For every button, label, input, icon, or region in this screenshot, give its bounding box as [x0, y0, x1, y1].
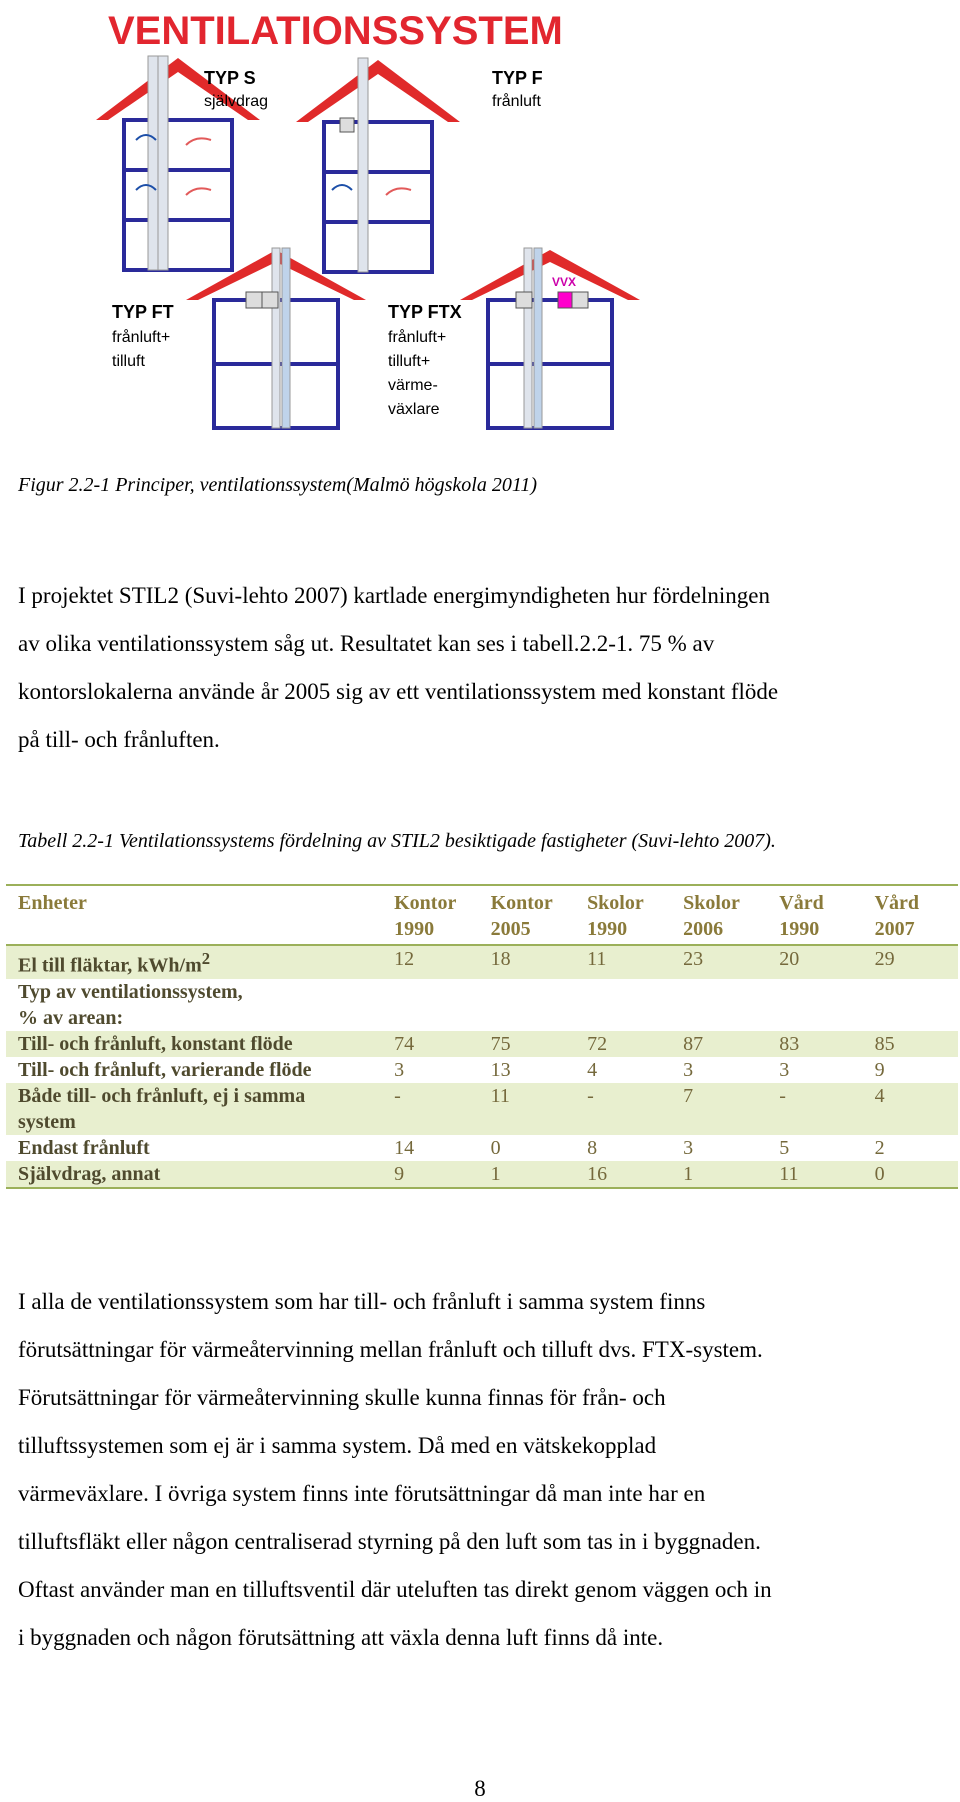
table-cell [382, 979, 478, 1031]
table-cell: 14 [394, 1136, 415, 1159]
table-cell: 8 [587, 1136, 598, 1159]
table-cell: 3 [779, 1058, 790, 1081]
table-cell: 72 [587, 1032, 608, 1055]
table-cell: 29 [874, 948, 895, 970]
table-row [6, 1083, 958, 1135]
vvx-label: VVX [552, 275, 577, 289]
row-label: Typ av ventilationssystem, % av arean: [18, 980, 243, 1029]
table-cell: 74 [394, 1032, 415, 1055]
row-label: Till- och frånluft, konstant flöde [18, 1032, 293, 1055]
house-typ-ft [186, 248, 366, 428]
table-row [6, 945, 958, 979]
table-cell: 11 [587, 948, 607, 970]
table-row [6, 1135, 958, 1161]
paragraph-2-line: Oftast använder man en tilluftsventil där uteluften tas direkt genom väggen och in [18, 1577, 772, 1602]
table-cell [671, 979, 767, 1031]
house-desc-typ-ftx-2: tilluft+ [388, 353, 431, 370]
house-desc-typ-ft-1: frånluft+ [112, 329, 171, 346]
table-cell [767, 979, 862, 1031]
table-cell: - [587, 1084, 594, 1107]
house-label-typ-f: TYP F [492, 68, 543, 88]
paragraph-2 [18, 1278, 948, 1662]
table-cell: 13 [490, 1058, 511, 1081]
table-cell: 2 [874, 1136, 885, 1159]
row-label: Både till- och frånluft, ej i samma system [18, 1084, 306, 1133]
paragraph-2-line: tilluftssystemen som ej är i samma system. Då med en vätskekopplad [18, 1433, 657, 1458]
figure-caption: Figur 2.2-1 Principer, ventilationssystem(Malmö högskola 2011) [18, 474, 538, 496]
table-cell: - [779, 1084, 786, 1107]
house-desc-typ-ft-2: tilluft [112, 353, 145, 370]
table-header-row [6, 885, 958, 945]
paragraph-1-line: på till- och frånluften. [18, 727, 220, 752]
table-cell: 3 [683, 1136, 694, 1159]
table-cell: 75 [490, 1032, 511, 1055]
table-cell [863, 979, 958, 1031]
table-row [6, 1057, 958, 1083]
header-col: Kontor 2005 [490, 892, 553, 940]
table-cell: 85 [874, 1032, 895, 1055]
table-cell: 20 [779, 948, 800, 970]
house-desc-typ-ftx-4: växlare [388, 401, 440, 418]
paragraph-2-line: Förutsättningar för värmeåtervinning skulle kunna finnas för från- och [18, 1385, 666, 1410]
paragraph-1 [18, 572, 948, 764]
table-cell: 18 [490, 948, 511, 970]
paragraph-2-line: i byggnaden och någon förutsättning att växla denna luft finns då inte. [18, 1625, 664, 1650]
table-row [6, 1161, 958, 1188]
table-cell: 87 [683, 1032, 704, 1055]
table-cell: 1 [683, 1162, 694, 1185]
table-row [6, 979, 958, 1031]
row-label: Självdrag, annat [18, 1162, 161, 1185]
table-cell: 5 [779, 1136, 790, 1159]
table-cell: 0 [874, 1162, 885, 1185]
header-label: Enheter [18, 892, 87, 914]
row-label: Till- och frånluft, varierande flöde [18, 1058, 312, 1081]
page-number: 8 [474, 1776, 486, 1801]
paragraph-2-line: förutsättningar för värmeåtervinning mellan frånluft och tilluft dvs. FTX-system. [18, 1337, 763, 1362]
house-desc-typ-f: frånluft [492, 93, 541, 110]
table-cell: 11 [490, 1084, 510, 1107]
house-desc-typ-s: självdrag [204, 93, 269, 110]
table-cell: 4 [874, 1084, 885, 1107]
table-cell: 0 [490, 1136, 501, 1159]
table-row [6, 1031, 958, 1057]
table-cell: 9 [874, 1058, 885, 1081]
table-cell: 7 [683, 1084, 694, 1107]
header-col: Skolor 2006 [683, 892, 740, 940]
ventilation-figure [96, 0, 656, 440]
table-cell: - [394, 1084, 401, 1107]
paragraph-1-line: kontorslokalerna använde år 2005 sig av ett ventilationssystem med konstant flöde [18, 679, 779, 704]
table-cell: 12 [394, 948, 415, 970]
house-label-typ-ft: TYP FT [112, 302, 174, 322]
ventilation-table [6, 884, 958, 1189]
table-cell: 9 [394, 1162, 405, 1185]
table-cell: 3 [683, 1058, 694, 1081]
table-caption: Tabell 2.2-1 Ventilationssystems fördelning av STIL2 besiktigade fastigheter (Suvi-lehto 2007). [18, 830, 776, 852]
house-label-typ-s: TYP S [204, 68, 256, 88]
paragraph-2-line: värmeväxlare. I övriga system finns inte förutsättningar då man inte har en [18, 1481, 706, 1506]
house-desc-typ-ftx-3: värme- [388, 377, 438, 394]
table-cell: 16 [587, 1162, 608, 1185]
header-col: Skolor 1990 [587, 892, 644, 940]
paragraph-1-line: av olika ventilationssystem såg ut. Resultatet kan ses i tabell.2.2-1. 75 % av [18, 631, 715, 656]
table-cell [479, 979, 575, 1031]
table-cell: 11 [779, 1162, 799, 1185]
paragraph-2-line: tilluftsfläkt eller någon centraliserad styrning på den luft som tas in i byggnaden. [18, 1529, 761, 1554]
table-cell: 83 [779, 1032, 800, 1055]
paragraph-2-line: I alla de ventilationssystem som har till- och frånluft i samma system finns [18, 1289, 706, 1314]
house-typ-ftx [460, 248, 640, 428]
table-cell [575, 979, 671, 1031]
table-cell: 23 [683, 948, 704, 970]
table-cell: 4 [587, 1058, 598, 1081]
header-col: Vård 2007 [874, 892, 920, 940]
house-typ-s [96, 56, 260, 270]
figure-title: VENTILATIONSSYSTEM [108, 9, 563, 53]
house-label-typ-ftx: TYP FTX [388, 302, 462, 322]
row-label: El till fläktar, kWh/$m^2$ [18, 949, 211, 977]
row-label: Endast frånluft [18, 1136, 150, 1159]
house-typ-f [296, 58, 460, 272]
header-col: Vård 1990 [779, 892, 824, 940]
header-col: Kontor 1990 [394, 892, 457, 940]
table-cell: 3 [394, 1058, 405, 1081]
house-desc-typ-ftx-1: frånluft+ [388, 329, 447, 346]
table-cell: 1 [490, 1162, 501, 1185]
paragraph-1-line: I projektet STIL2 (Suvi-lehto 2007) kartlade energimyndigheten hur fördelningen [18, 583, 770, 608]
